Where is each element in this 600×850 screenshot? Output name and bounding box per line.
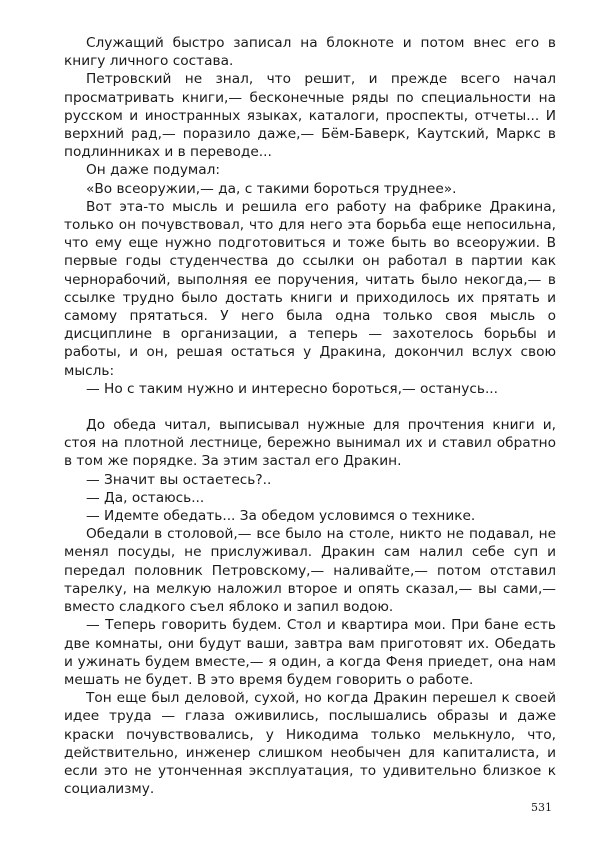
paragraph-6: — Но с таким нужно и интересно бороться,— останусь... [86, 380, 499, 397]
paragraph-11: Обедали в столовой,— все было на столе, никто не подавал, не менял посуды, не прислуживал. Дракин сам налил себе суп и передал половник Петровскому,— наливайте,— потом отставил тарелку, на мелкую наложил второе и опять сказал,— вы сами,— вместо сладкого съел яблоко и запил водою. [64, 526, 556, 616]
page-body-text [64, 34, 556, 798]
page-number: 531 [531, 801, 552, 814]
paragraph-3: Он даже подумал: [86, 162, 220, 179]
paragraph-7: До обеда читал, выписывал нужные для прочтения книги и, стоя на плотной лестнице, бережно вынимал их и ставил обратно в том же порядке. За этим застал его Дракин. [64, 417, 556, 470]
paragraph-13: Тон еще был деловой, сухой, но когда Дракин перешел к своей идее труда — глаза оживились, послышались образы и даже краски почувствовались, у Никодима только мелькнуло, что, действительно, инженер слишком необычен для капиталиста, и если это не утонченная эксплуатация, то удивительно близкое к социализму. [64, 690, 556, 798]
paragraph-12: — Теперь говорить будем. Стол и квартира мои. При бане есть две комнаты, они будут ваши, завтра вам приготовят их. Обедать и ужинать будем вместе,— я один, а когда Феня приедет, она нам мешать не будет. В это время будем говорить о работе. [64, 617, 556, 688]
paragraph-1: Служащий быстро записал на блокноте и потом внес его в книгу личного состава. [64, 35, 556, 70]
paragraph-10: — Идемте обедать... За обедом условимся о технике. [86, 508, 476, 525]
paragraph-4: «Во всеоружии,— да, с такими бороться труднее». [86, 180, 457, 197]
paragraph-5: Вот эта-то мысль и решила его работу на фабрике Дракина, только он почувствовал, что для него эта борьба еще непосильна, что ему еще нужно подготовиться и тоже быть во всеоружии. В первые годы студенчества до ссылки он работал в партии как чернорабочий, выполняя ее поручения, читать было некогда,— в ссылке трудно было достать книги и приходилось их прятать и самому прятаться. У него была одна только своя мысль о дисциплине в организации, а теперь — захотелось борьбы и работы, и он, решая остаться у Дракина, докончил вслух свою мысль: [64, 198, 556, 379]
paragraph-9: — Да, остаюсь... [86, 489, 205, 506]
paragraph-8: — Значит вы остаетесь?.. [86, 471, 272, 488]
paragraph-2: Петровский не знал, что решит, и прежде всего начал просматривать книги,— бесконечные ряды по специальности на русском и иностранных языках, каталоги, проспекты, отчеты... И верхний рад,— поразило даже,— Бём-Баверк, Каутский, Маркс в подлинниках и в переводе... [64, 71, 556, 161]
